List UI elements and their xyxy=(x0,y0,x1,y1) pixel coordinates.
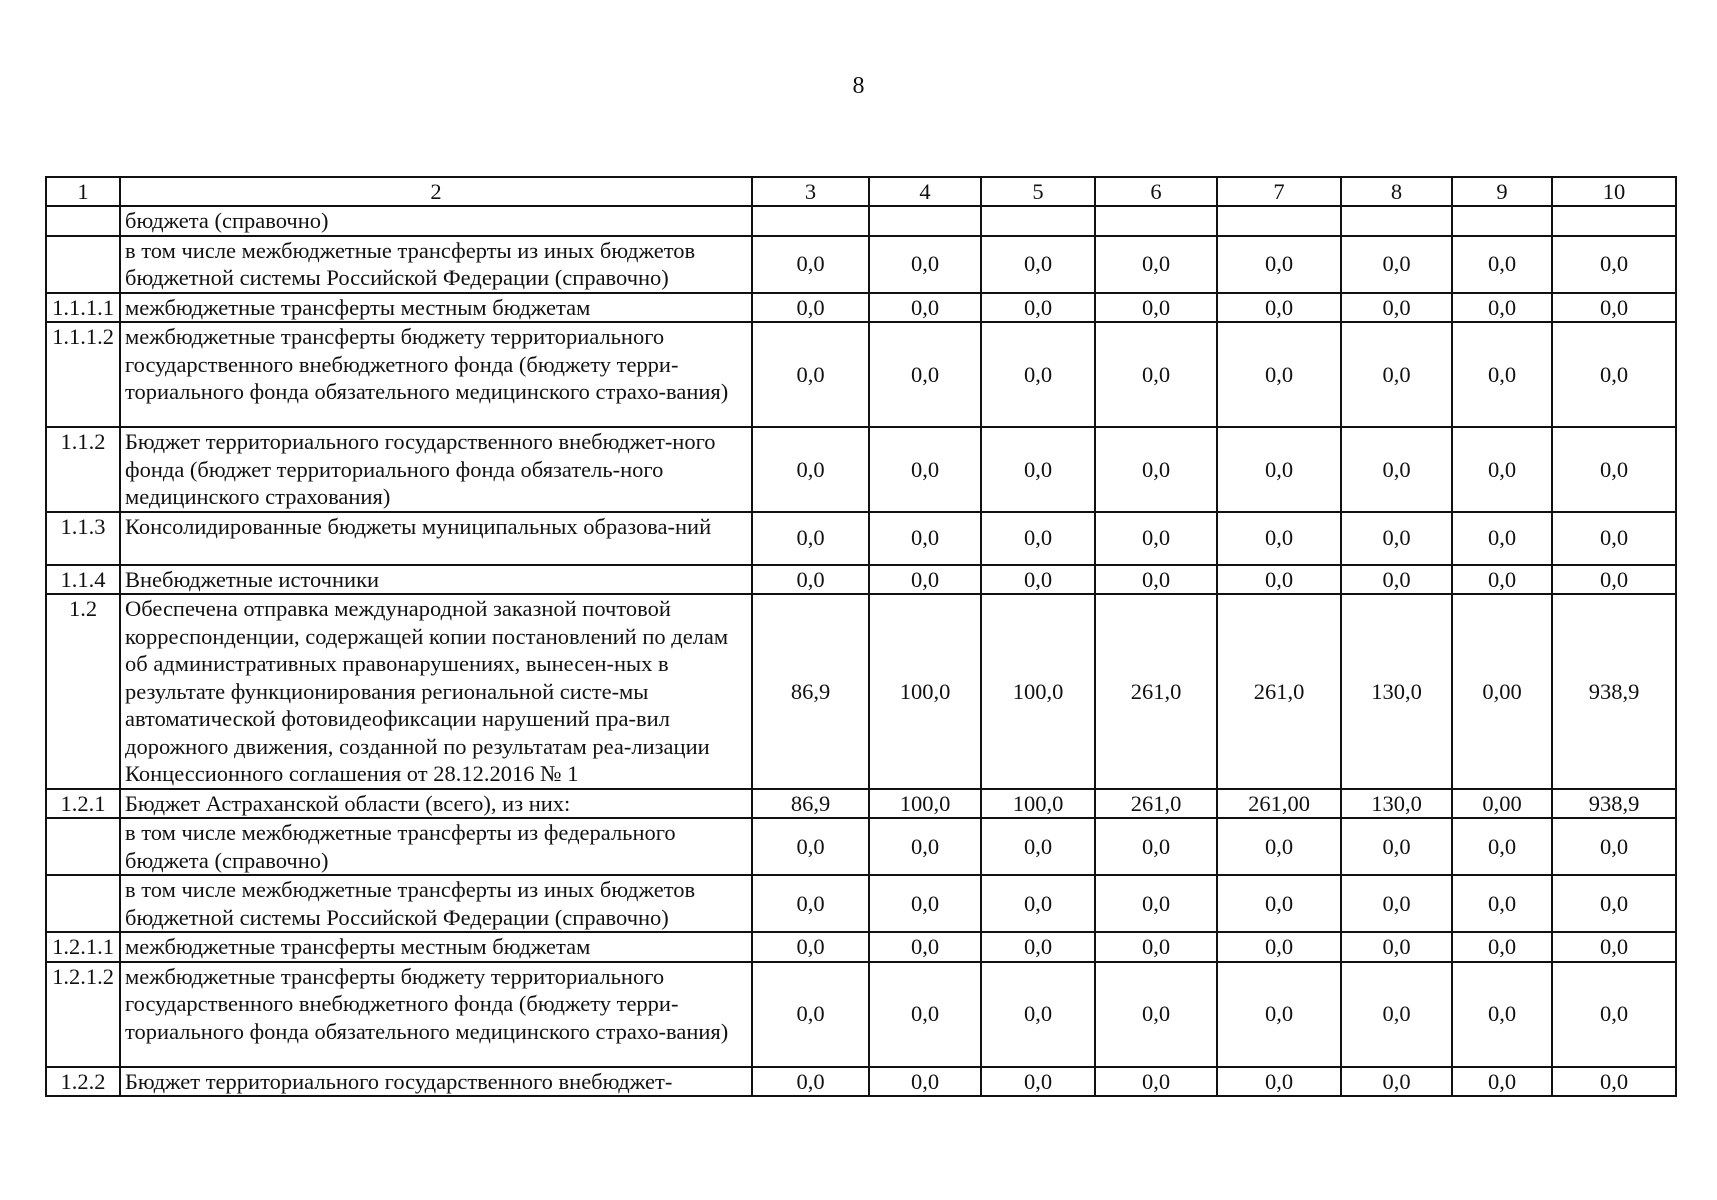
value-cell-col-7: 0,0 xyxy=(1217,1067,1341,1097)
value-cell-col-5: 0,0 xyxy=(981,293,1095,323)
value-cell-col-10: 938,9 xyxy=(1552,789,1676,819)
value-cell-col-9: 0,0 xyxy=(1452,322,1552,427)
row-code: 1.2.1 xyxy=(46,789,120,819)
value-cell-col-10: 0,0 xyxy=(1552,875,1676,932)
value-cell-col-7: 261,00 xyxy=(1217,789,1341,819)
value-cell-col-4: 100,0 xyxy=(869,594,981,789)
row-description: Бюджет территориального государственного внебюджет-ного фонда (бюджет территориального фонда обязатель-ного медицинского страхования) xyxy=(120,427,752,512)
value-cell-col-5: 0,0 xyxy=(981,236,1095,293)
header-row xyxy=(46,177,1676,206)
value-cell-col-7: 0,0 xyxy=(1217,962,1341,1067)
value-cell-col-3: 0,0 xyxy=(752,322,869,427)
value-cell-col-9: 0,00 xyxy=(1452,594,1552,789)
value-cell-col-4: 0,0 xyxy=(869,322,981,427)
value-cell-col-4: 0,0 xyxy=(869,512,981,565)
value-cell-col-9: 0,0 xyxy=(1452,293,1552,323)
value-cell-col-7: 0,0 xyxy=(1217,236,1341,293)
value-cell-col-6: 261,0 xyxy=(1095,594,1217,789)
row-description: межбюджетные трансферты бюджету территориального государственного внебюджетного фонда (бюджету терри-ториального фонда обязательного медицинского страхо-вания) xyxy=(120,962,752,1067)
table-row xyxy=(46,322,1676,427)
value-cell-col-10: 0,0 xyxy=(1552,322,1676,427)
value-cell-col-5: 100,0 xyxy=(981,789,1095,819)
value-cell-col-5: 0,0 xyxy=(981,1067,1095,1097)
value-cell-col-9: 0,0 xyxy=(1452,932,1552,962)
value-cell-col-9: 0,0 xyxy=(1452,512,1552,565)
row-code: 1.1.4 xyxy=(46,565,120,595)
value-cell-col-9: 0,0 xyxy=(1452,962,1552,1067)
row-code: 1.1.2 xyxy=(46,427,120,512)
value-cell-col-4: 0,0 xyxy=(869,875,981,932)
row-code: 1.2.1.1 xyxy=(46,932,120,962)
value-cell-col-4: 0,0 xyxy=(869,565,981,595)
header-cell: 7 xyxy=(1217,177,1341,206)
row-description: в том числе межбюджетные трансферты из иных бюджетов бюджетной системы Российской Федерации (справочно) xyxy=(120,875,752,932)
value-cell-col-10 xyxy=(1552,206,1676,236)
value-cell-col-4: 0,0 xyxy=(869,962,981,1067)
table-row xyxy=(46,789,1676,819)
header-cell: 10 xyxy=(1552,177,1676,206)
value-cell-col-8 xyxy=(1341,206,1452,236)
value-cell-col-7: 0,0 xyxy=(1217,427,1341,512)
row-description: межбюджетные трансферты бюджету территориального государственного внебюджетного фонда (бюджету терри-ториального фонда обязательного медицинского страхо-вания) xyxy=(120,322,752,427)
row-description: бюджета (справочно) xyxy=(120,206,752,236)
value-cell-col-5: 0,0 xyxy=(981,875,1095,932)
table-row xyxy=(46,875,1676,932)
value-cell-col-6: 0,0 xyxy=(1095,565,1217,595)
value-cell-col-9: 0,0 xyxy=(1452,1067,1552,1097)
value-cell-col-10: 938,9 xyxy=(1552,594,1676,789)
row-code: 1.1.1.1 xyxy=(46,293,120,323)
table-row xyxy=(46,512,1676,565)
value-cell-col-3: 0,0 xyxy=(752,512,869,565)
table-row xyxy=(46,293,1676,323)
row-description: Бюджет территориального государственного внебюджет- xyxy=(120,1067,752,1097)
row-code xyxy=(46,875,120,932)
value-cell-col-9: 0,0 xyxy=(1452,875,1552,932)
value-cell-col-4: 0,0 xyxy=(869,1067,981,1097)
value-cell-col-9: 0,0 xyxy=(1452,565,1552,595)
value-cell-col-3: 0,0 xyxy=(752,565,869,595)
value-cell-col-10: 0,0 xyxy=(1552,818,1676,875)
value-cell-col-10: 0,0 xyxy=(1552,236,1676,293)
value-cell-col-3: 86,9 xyxy=(752,594,869,789)
value-cell-col-9: 0,0 xyxy=(1452,818,1552,875)
value-cell-col-6: 0,0 xyxy=(1095,1067,1217,1097)
value-cell-col-4 xyxy=(869,206,981,236)
value-cell-col-10: 0,0 xyxy=(1552,962,1676,1067)
value-cell-col-8: 0,0 xyxy=(1341,932,1452,962)
value-cell-col-10: 0,0 xyxy=(1552,293,1676,323)
value-cell-col-3: 0,0 xyxy=(752,293,869,323)
value-cell-col-7: 0,0 xyxy=(1217,818,1341,875)
table-row xyxy=(46,818,1676,875)
table-row xyxy=(46,594,1676,789)
value-cell-col-3: 0,0 xyxy=(752,875,869,932)
row-description: Консолидированные бюджеты муниципальных образова-ний xyxy=(120,512,752,565)
budget-table xyxy=(45,176,1677,1097)
value-cell-col-8: 0,0 xyxy=(1341,512,1452,565)
row-code xyxy=(46,236,120,293)
row-code: 1.2.2 xyxy=(46,1067,120,1097)
value-cell-col-5: 0,0 xyxy=(981,322,1095,427)
value-cell-col-9: 0,0 xyxy=(1452,236,1552,293)
value-cell-col-10: 0,0 xyxy=(1552,427,1676,512)
row-description: Внебюджетные источники xyxy=(120,565,752,595)
page-number: 8 xyxy=(852,73,865,99)
value-cell-col-6: 0,0 xyxy=(1095,427,1217,512)
row-code: 1.2 xyxy=(46,594,120,789)
value-cell-col-5: 0,0 xyxy=(981,962,1095,1067)
value-cell-col-7: 0,0 xyxy=(1217,293,1341,323)
row-description: межбюджетные трансферты местным бюджетам xyxy=(120,293,752,323)
value-cell-col-6: 0,0 xyxy=(1095,818,1217,875)
value-cell-col-7: 0,0 xyxy=(1217,322,1341,427)
value-cell-col-5: 0,0 xyxy=(981,932,1095,962)
row-code xyxy=(46,818,120,875)
table-row xyxy=(46,1067,1676,1097)
value-cell-col-6: 0,0 xyxy=(1095,962,1217,1067)
value-cell-col-8: 0,0 xyxy=(1341,427,1452,512)
value-cell-col-8: 0,0 xyxy=(1341,875,1452,932)
value-cell-col-4: 0,0 xyxy=(869,932,981,962)
value-cell-col-3: 0,0 xyxy=(752,427,869,512)
value-cell-col-8: 130,0 xyxy=(1341,594,1452,789)
value-cell-col-9: 0,0 xyxy=(1452,427,1552,512)
value-cell-col-6: 0,0 xyxy=(1095,293,1217,323)
value-cell-col-3: 86,9 xyxy=(752,789,869,819)
value-cell-col-10: 0,0 xyxy=(1552,1067,1676,1097)
value-cell-col-9 xyxy=(1452,206,1552,236)
table-row xyxy=(46,236,1676,293)
value-cell-col-4: 0,0 xyxy=(869,427,981,512)
value-cell-col-7 xyxy=(1217,206,1341,236)
value-cell-col-8: 0,0 xyxy=(1341,565,1452,595)
value-cell-col-9: 0,00 xyxy=(1452,789,1552,819)
value-cell-col-6: 0,0 xyxy=(1095,875,1217,932)
value-cell-col-3: 0,0 xyxy=(752,962,869,1067)
row-description: Обеспечена отправка международной заказной почтовой корреспонденции, содержащей копии постановлений по делам об административных правонарушениях, вынесен-ных в результате функционирования региональной систе-мы автоматической фотовидеофиксации нарушений пра-вил дорожного движения, созданной по результатам реа-лизации Концессионного соглашения от 28.12.2016 № 1 xyxy=(120,594,752,789)
value-cell-col-5 xyxy=(981,206,1095,236)
value-cell-col-6 xyxy=(1095,206,1217,236)
table-row xyxy=(46,932,1676,962)
value-cell-col-10: 0,0 xyxy=(1552,565,1676,595)
value-cell-col-7: 0,0 xyxy=(1217,932,1341,962)
header-cell: 1 xyxy=(46,177,120,206)
value-cell-col-3: 0,0 xyxy=(752,236,869,293)
table-row xyxy=(46,962,1676,1067)
row-description: межбюджетные трансферты местным бюджетам xyxy=(120,932,752,962)
value-cell-col-7: 0,0 xyxy=(1217,565,1341,595)
value-cell-col-8: 0,0 xyxy=(1341,322,1452,427)
value-cell-col-6: 0,0 xyxy=(1095,236,1217,293)
row-code xyxy=(46,206,120,236)
value-cell-col-8: 0,0 xyxy=(1341,293,1452,323)
value-cell-col-3 xyxy=(752,206,869,236)
header-cell: 8 xyxy=(1341,177,1452,206)
header-cell: 2 xyxy=(120,177,752,206)
value-cell-col-6: 0,0 xyxy=(1095,322,1217,427)
row-code: 1.1.3 xyxy=(46,512,120,565)
value-cell-col-4: 0,0 xyxy=(869,293,981,323)
row-code: 1.2.1.2 xyxy=(46,962,120,1067)
value-cell-col-3: 0,0 xyxy=(752,818,869,875)
value-cell-col-6: 0,0 xyxy=(1095,512,1217,565)
value-cell-col-8: 0,0 xyxy=(1341,962,1452,1067)
value-cell-col-5: 0,0 xyxy=(981,512,1095,565)
value-cell-col-7: 0,0 xyxy=(1217,875,1341,932)
header-cell: 6 xyxy=(1095,177,1217,206)
value-cell-col-6: 261,0 xyxy=(1095,789,1217,819)
value-cell-col-10: 0,0 xyxy=(1552,512,1676,565)
value-cell-col-5: 100,0 xyxy=(981,594,1095,789)
table-body xyxy=(46,177,1676,1096)
value-cell-col-8: 130,0 xyxy=(1341,789,1452,819)
value-cell-col-8: 0,0 xyxy=(1341,818,1452,875)
value-cell-col-5: 0,0 xyxy=(981,427,1095,512)
value-cell-col-8: 0,0 xyxy=(1341,1067,1452,1097)
header-cell: 3 xyxy=(752,177,869,206)
row-description: в том числе межбюджетные трансферты из иных бюджетов бюджетной системы Российской Федерации (справочно) xyxy=(120,236,752,293)
row-description: Бюджет Астраханской области (всего), из них: xyxy=(120,789,752,819)
value-cell-col-10: 0,0 xyxy=(1552,932,1676,962)
value-cell-col-7: 261,0 xyxy=(1217,594,1341,789)
value-cell-col-4: 0,0 xyxy=(869,236,981,293)
value-cell-col-7: 0,0 xyxy=(1217,512,1341,565)
value-cell-col-8: 0,0 xyxy=(1341,236,1452,293)
table-row xyxy=(46,427,1676,512)
value-cell-col-5: 0,0 xyxy=(981,818,1095,875)
value-cell-col-3: 0,0 xyxy=(752,1067,869,1097)
row-description: в том числе межбюджетные трансферты из федерального бюджета (справочно) xyxy=(120,818,752,875)
header-cell: 9 xyxy=(1452,177,1552,206)
header-cell: 4 xyxy=(869,177,981,206)
value-cell-col-6: 0,0 xyxy=(1095,932,1217,962)
value-cell-col-5: 0,0 xyxy=(981,565,1095,595)
table-row xyxy=(46,565,1676,595)
table-row xyxy=(46,206,1676,236)
value-cell-col-4: 0,0 xyxy=(869,818,981,875)
row-code: 1.1.1.2 xyxy=(46,322,120,427)
value-cell-col-4: 100,0 xyxy=(869,789,981,819)
value-cell-col-3: 0,0 xyxy=(752,932,869,962)
header-cell: 5 xyxy=(981,177,1095,206)
